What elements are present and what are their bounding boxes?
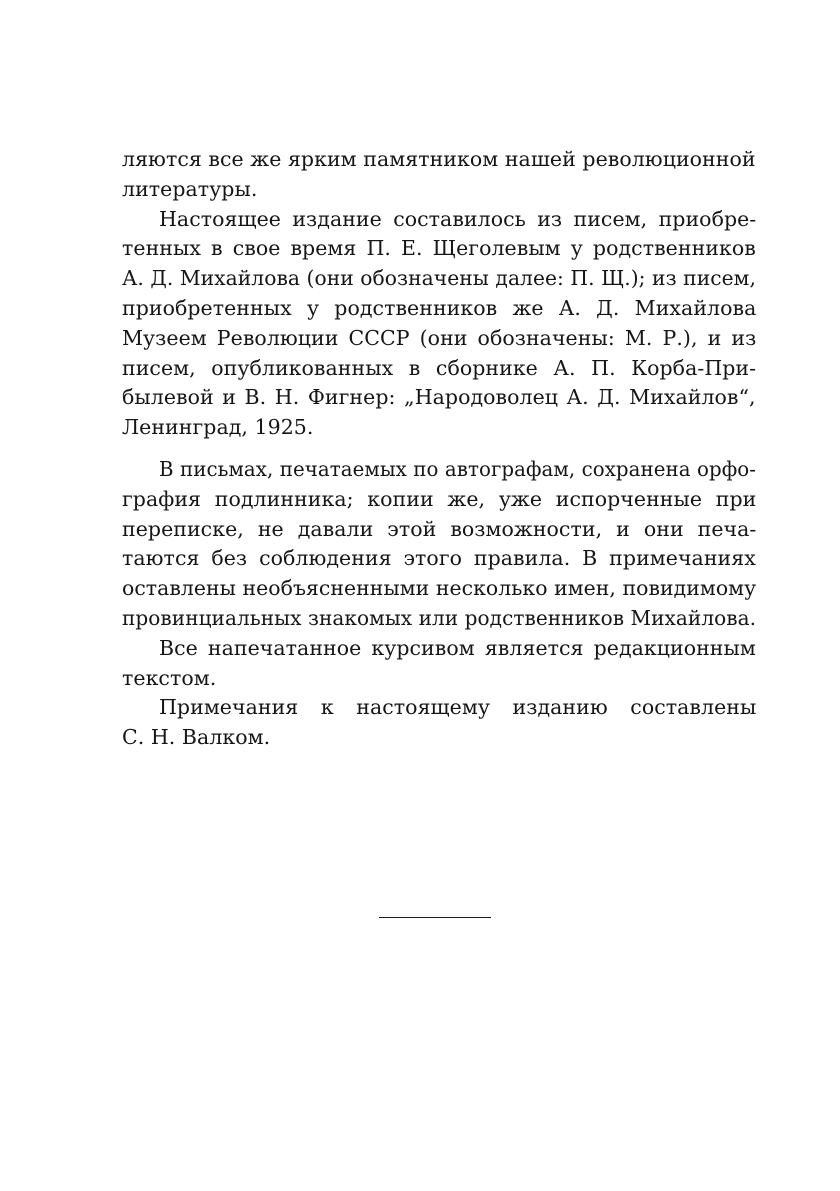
text-line: оставлены необъясненными несколько имен, повидимому [122, 576, 757, 601]
text-line: графия подлинника; копии же, уже испорченные при [122, 486, 757, 511]
text-line: Настоящее издание составилось из писем, приобре- [159, 206, 757, 231]
paragraph [122, 205, 756, 443]
paragraph [122, 634, 756, 694]
text-line: А. Д. Михайлова (они обозначены далее: П. Щ.); из писем, [122, 266, 756, 291]
text-line: В письмах, печатаемых по автографам, сохранена орфо- [159, 456, 756, 481]
text-line: Все напечатанное курсивом является редакционным [159, 635, 756, 660]
text-line: тенных в свое время П. Е. Щеголевым у родственников [122, 236, 756, 261]
text-line: былевой и В. Н. Фигнер: „Народоволец А. Д. Михайлов“, [122, 385, 756, 410]
paragraph [122, 455, 756, 634]
paragraph [122, 145, 756, 205]
text-line: ляются все же ярким памятником нашей революционной [122, 147, 756, 171]
text-line: таются без соблюдения этого правила. В примечаниях [122, 546, 756, 571]
paragraph-spacer [122, 443, 756, 455]
text-line: литературы. [122, 176, 258, 201]
section-divider-rule [379, 917, 491, 918]
paragraph [122, 693, 756, 753]
text-line: провинциальных знакомых или родственников Михайлова. [122, 605, 757, 630]
text-line: приобретенных у родственников же А. Д. Михайлова [122, 295, 757, 320]
text-line: текстом. [122, 665, 217, 690]
text-line: Ленинград, 1925. [122, 415, 314, 440]
text-line: Примечания к настоящему изданию составлены [159, 695, 757, 720]
text-line: писем, опубликованных в сборнике А. П. Корба-При- [122, 355, 757, 380]
text-line: С. Н. Валком. [122, 725, 271, 750]
body-text [122, 145, 756, 753]
text-line: Музеем Революции СССР (они обозначены: М. Р.), и из [122, 325, 757, 350]
text-line: переписке, не давали этой возможности, и они печа- [122, 516, 757, 541]
